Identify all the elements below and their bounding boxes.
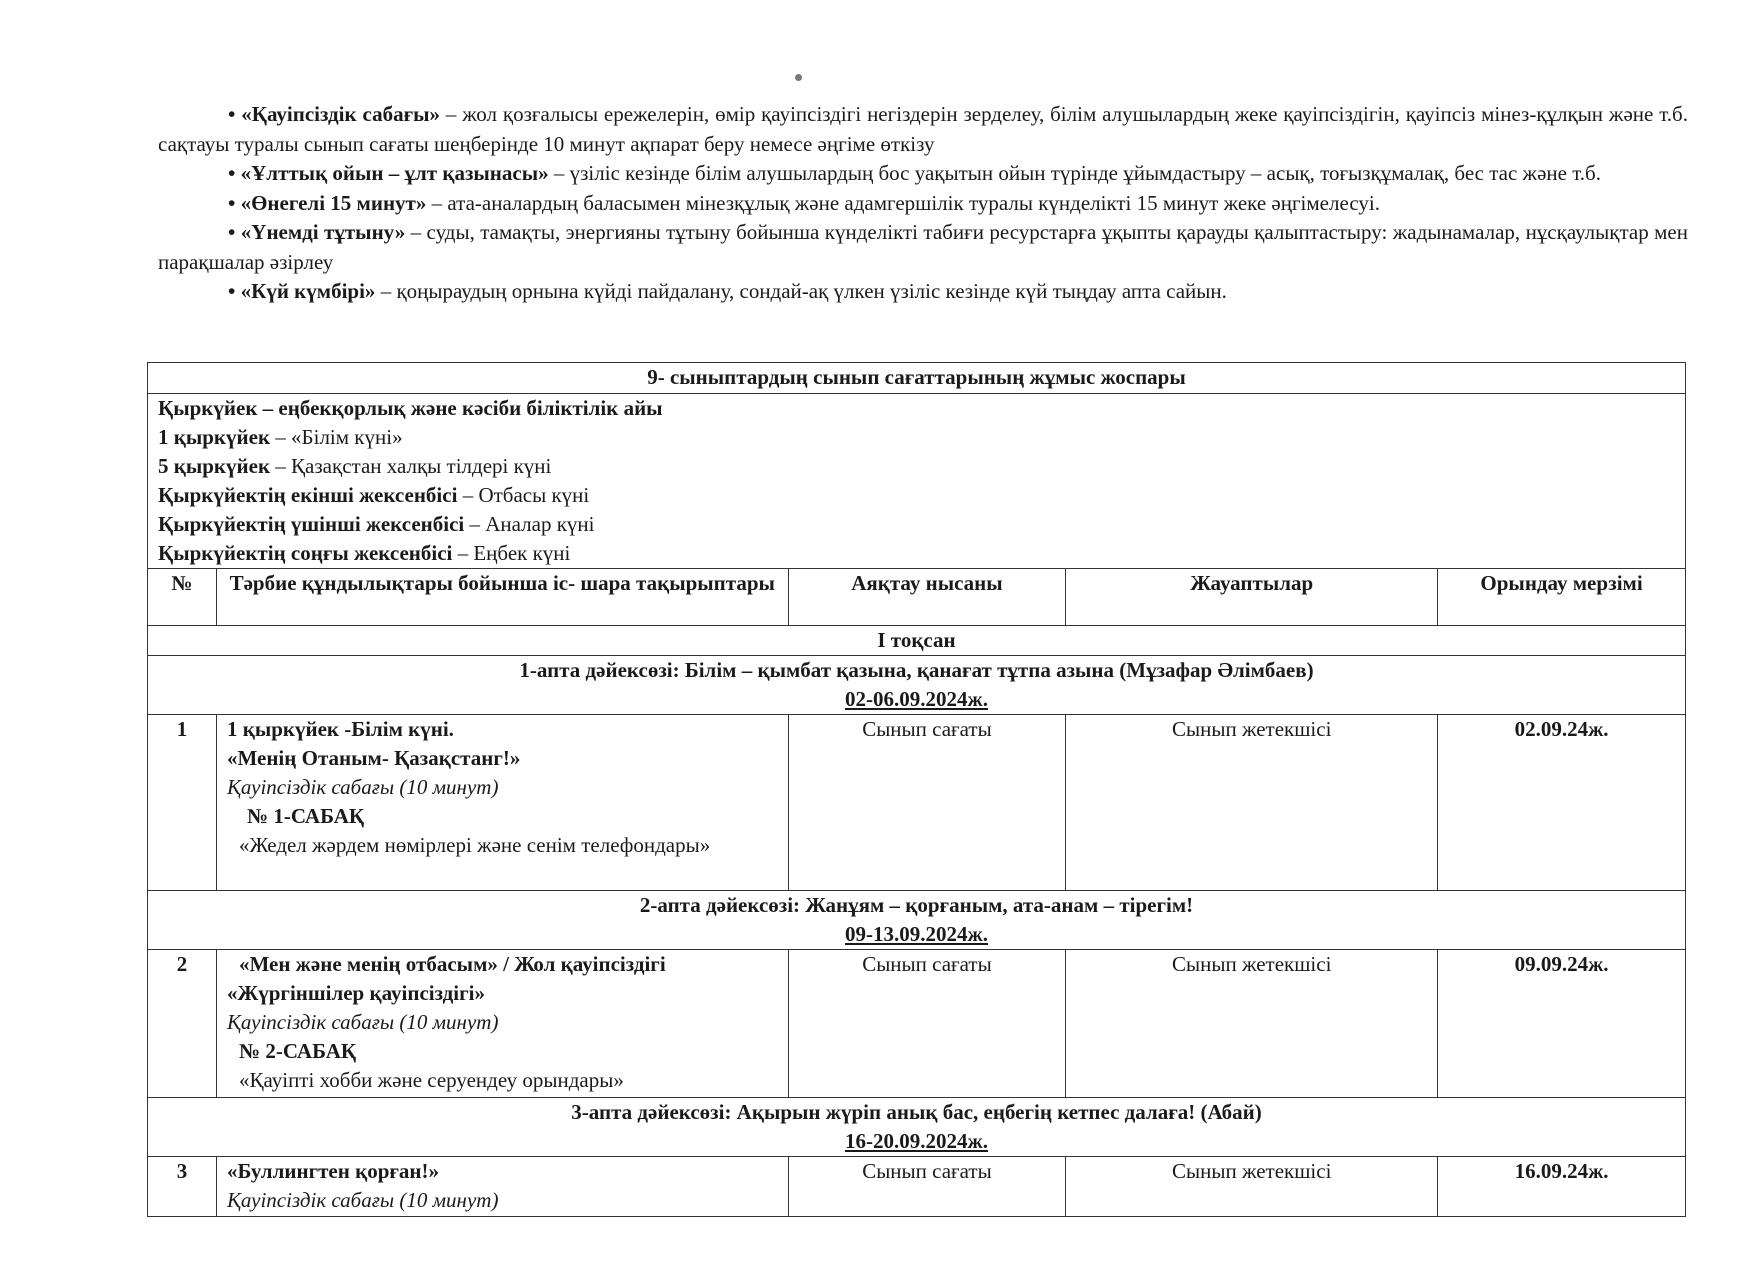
month-event: Қыркүйектің соңғы жексенбісі – Еңбек күні <box>158 541 571 565</box>
month-info-row <box>148 394 1686 569</box>
row-number: 3 <box>148 1157 217 1217</box>
intro-item-national-game: • «Ұлттық ойын – ұлт қазынасы» – үзіліс кезінде білім алушылардың бос уақытын ойын түрінде ұйымдастыру – асық, тоғызқұмалақ, бес тас және т.б. <box>228 161 1601 185</box>
deadline: 02.09.24ж. <box>1438 715 1686 891</box>
row-number: 1 <box>148 715 217 891</box>
responsible: Сынып жетекшісі <box>1066 950 1438 1098</box>
completion-form: Сынып сағаты <box>788 950 1066 1098</box>
table-title-row <box>148 363 1686 394</box>
col-header-num: № <box>148 569 217 626</box>
plan-table <box>147 362 1686 1217</box>
week-header-row <box>148 656 1686 715</box>
week-header <box>148 656 1686 715</box>
week-dates: 16-20.09.2024ж. <box>845 1129 988 1153</box>
intro-item-15-minutes: • «Өнегелі 15 минут» – ата-аналардың баласымен мінезқұлық және адамгершілік туралы күнделікті 15 минут жеке әңгімелесуі. <box>228 190 1380 215</box>
week-header-row <box>148 891 1686 950</box>
intro-section <box>158 100 1688 307</box>
deadline: 16.09.24ж. <box>1438 1157 1686 1217</box>
month-event: 1 қыркүйек – «Білім күні» <box>158 425 403 449</box>
week-motto: 1-апта дәйексөзі: Білім – қымбат қазына, қанағат тұтпа азына (Мұзафар Әлімбаев) <box>519 658 1314 682</box>
responsible: Сынып жетекшісі <box>1066 715 1438 891</box>
month-info <box>148 394 1686 569</box>
week-motto: 2-апта дәйексөзі: Жанұям – қорғаным, ата-анам – тірегім! <box>639 893 1194 917</box>
table-row <box>148 950 1686 1098</box>
event-topic: 1 қыркүйек -Білім күні. «Менің Отаным- Қазақстанг!» Қауіпсіздік сабағы (10 минут) № 1-САБАҚ «Жедел жәрдем нөмірлері және сенім телефондары» <box>216 715 788 891</box>
month-heading: Қыркүйек – еңбекқорлық және кәсіби біліктілік айы <box>158 396 663 420</box>
completion-form: Сынып сағаты <box>788 715 1066 891</box>
table-row <box>148 715 1686 891</box>
col-header-responsible: Жауаптылар <box>1066 569 1438 626</box>
week-motto: 3-апта дәйексөзі: Ақырын жүріп анық бас, еңбегің кетпес далаға! (Абай) <box>571 1100 1262 1124</box>
scan-speck <box>795 74 802 81</box>
month-event: Қыркүйектің екінші жексенбісі – Отбасы күні <box>158 483 590 507</box>
intro-item-consumption: • «Үнемді тұтыну» – суды, тамақты, энергияны тұтыну бойынша күнделікті табиғи ресурстарға ұқыпты қарауды қалыптастыру: жадынамалар, нұсқаулықтар мен парақшалар әзірлеу <box>158 220 1688 274</box>
col-header-form: Аяқтау нысаны <box>788 569 1066 626</box>
intro-item-safety: • «Қауіпсіздік сабағы» – жол қозғалысы ережелерін, өмір қауіпсіздігі негіздерін зерделеу, білім алушылардың жеке қауіпсіздігін, қауіпсіз мінез-құлқын және т.б. сақтауы туралы сынып сағаты шеңберінде 10 минут ақпарат беру немесе әңгіме өткізу <box>158 102 1688 156</box>
month-event: 5 қыркүйек – Қазақстан халқы тілдері күні <box>158 454 552 478</box>
column-header-row <box>148 569 1686 626</box>
week-header <box>148 891 1686 950</box>
responsible: Сынып жетекшісі <box>1066 1157 1438 1217</box>
week-dates: 09-13.09.2024ж. <box>845 922 988 946</box>
week-header <box>148 1098 1686 1157</box>
intro-item-kui: • «Күй күмбірі» – қоңыраудың орнына күйді пайдалану, сондай-ақ үлкен үзіліс кезінде күй тыңдау апта сайын. <box>228 279 1227 303</box>
table-title: 9- сыныптардың сынып сағаттарының жұмыс жоспары <box>148 363 1686 394</box>
event-topic: «Буллингтен қорған!» Қауіпсіздік сабағы (10 минут) <box>216 1157 788 1217</box>
col-header-deadline: Орындау мерзімі <box>1438 569 1686 626</box>
event-topic: «Мен және менің отбасым» / Жол қауіпсіздігі «Жүргіншілер қауіпсіздігі» Қауіпсіздік сабағы (10 минут) № 2-САБАҚ «Қауіпті хобби және серуендеу орындары» <box>216 950 788 1098</box>
deadline: 09.09.24ж. <box>1438 950 1686 1098</box>
week-dates: 02-06.09.2024ж. <box>845 687 988 711</box>
completion-form: Сынып сағаты <box>788 1157 1066 1217</box>
row-number: 2 <box>148 950 217 1098</box>
col-header-topics: Тәрбие құндылықтары бойынша іс- шара тақырыптары <box>216 569 788 626</box>
month-event: Қыркүйектің үшінші жексенбісі – Аналар күні <box>158 512 595 536</box>
quarter-label: I тоқсан <box>148 626 1686 656</box>
week-header-row <box>148 1098 1686 1157</box>
quarter-row <box>148 626 1686 656</box>
table-row <box>148 1157 1686 1217</box>
